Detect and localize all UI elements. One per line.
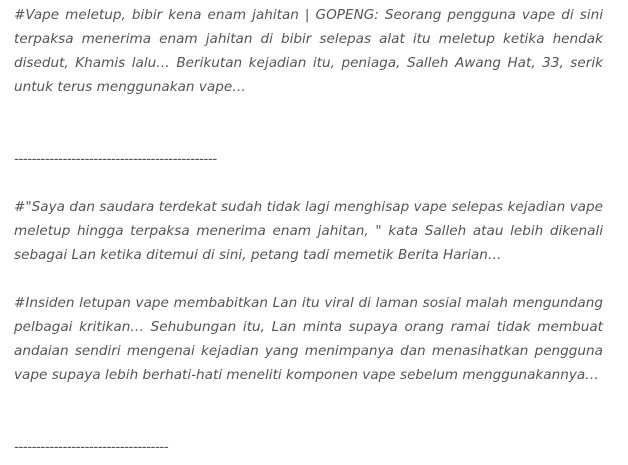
article-paragraph-viral-incident: #Insiden letupan vape membabitkan Lan itu viral di laman sosial malah mengundang pelbagai kritikan… Sehubungan itu, Lan minta supaya orang ramai tidak membuat andaian sendiri mengenai kejadian yang menimpanya dan menasihatkan pengguna vape supaya lebih berhati-hati meneliti komponen vape sebelum menggunakannya…	[14, 295, 603, 383]
spacer	[14, 99, 603, 147]
spacer	[14, 267, 603, 291]
article-body	[14, 3, 603, 459]
article-paragraph-vape-explosion: #Vape meletup, bibir kena enam jahitan | GOPENG: Seorang pengguna vape di sini terpaksa menerima enam jahitan di bibir selepas alat itu meletup ketika hendak disedut, Khamis lalu… Berikutan kejadian itu, peniaga, Salleh Awang Hat, 33, serik untuk terus menggunakan vape…	[14, 7, 603, 95]
section-divider: ----------------------------------------------	[14, 151, 217, 167]
article-paragraph-salleh-quote: #"Saya dan saudara terdekat sudah tidak lagi menghisap vape selepas kejadian vape meletup hingga terpaksa menerima enam jahitan, " kata Salleh atau lebih dikenali sebagai Lan ketika ditemui di sini, petang tadi memetik Berita Harian…	[14, 199, 603, 263]
section-divider: -----------------------------------	[14, 439, 169, 455]
spacer	[14, 171, 603, 195]
spacer	[14, 387, 603, 435]
